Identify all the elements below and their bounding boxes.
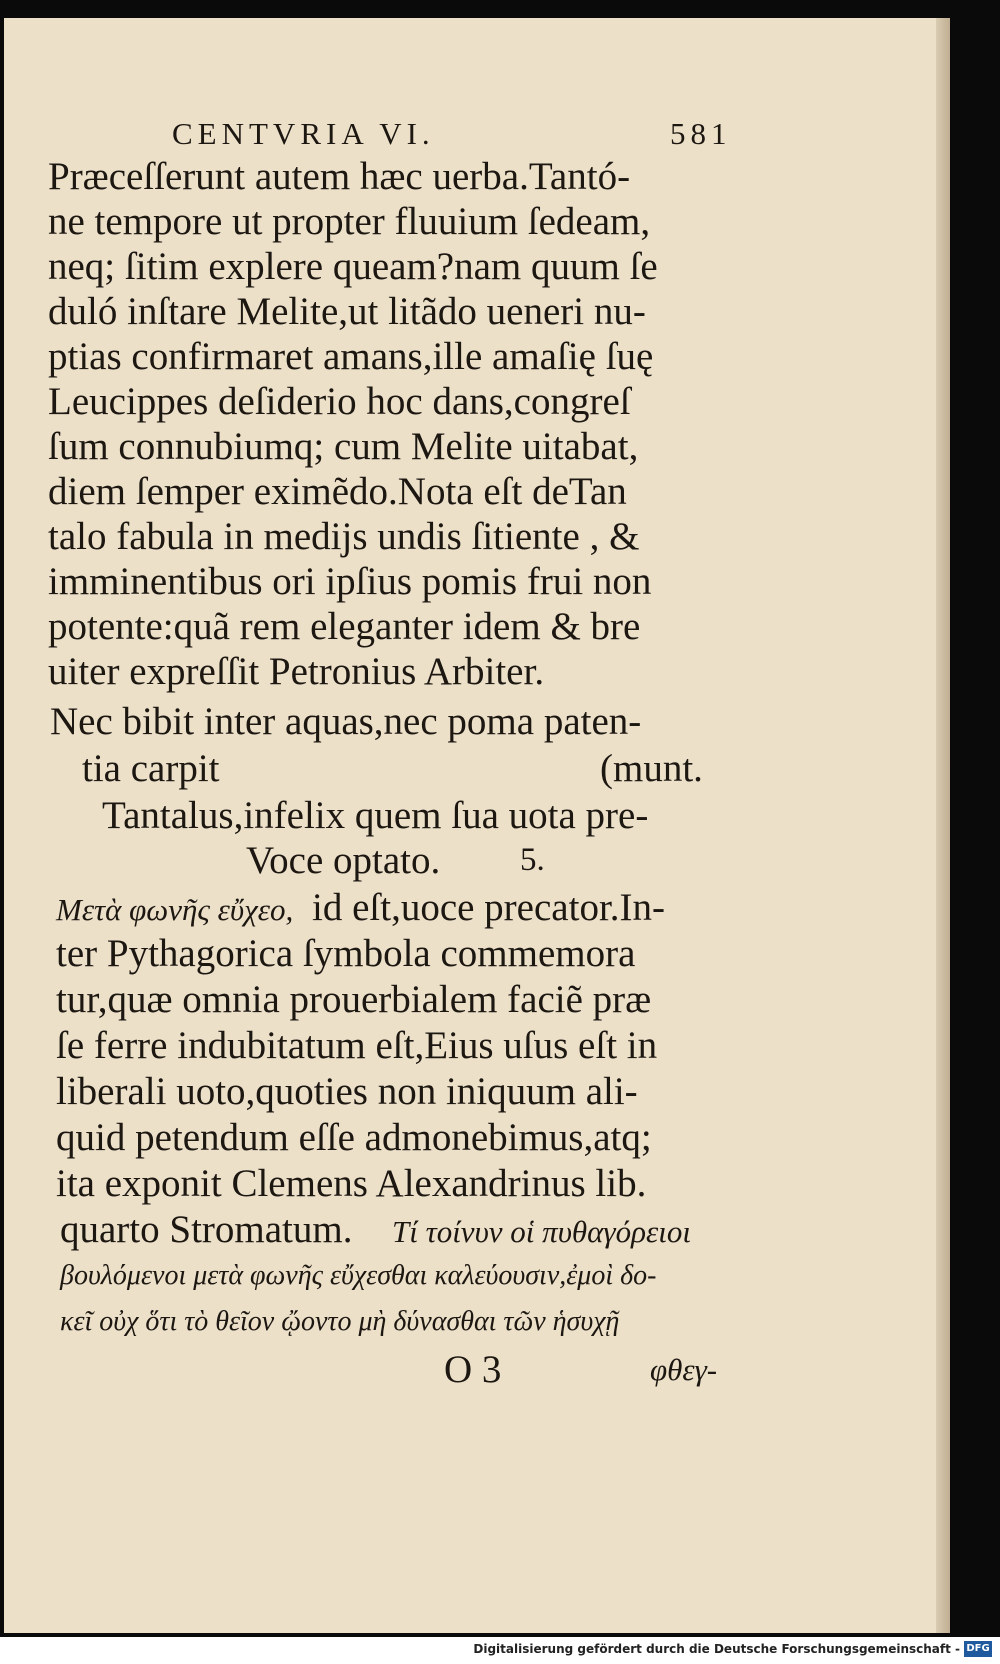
text-line: Leucippes deſiderio hoc dans,congreſ — [48, 380, 631, 423]
verse-line: Nec bibit inter aquas,nec poma paten- — [50, 700, 642, 743]
text-line: ita exponit Clemens Alexandrinus lib. — [56, 1162, 647, 1205]
greek-line: κεῖ οὐχ ὅτι τὸ θεῖον ᾤοντο μὴ δύνασθαι τῶν ἡσυχῇ — [60, 1306, 620, 1337]
footer-credit: Digitalisierung gefördert durch die Deutsche Forschungsgemeinschaft - — [473, 1642, 960, 1656]
greek-line: βουλόμενοι μετὰ φωνῆς εὔχεσθαι καλεύουσιν,ἐμοὶ δο- — [60, 1260, 657, 1291]
text-line: ne tempore ut propter fluuium ſedeam, — [48, 200, 651, 243]
text-line: liberali uoto,quoties non iniquum ali- — [56, 1070, 638, 1113]
text-line: potente:quã rem eleganter idem & bre — [48, 605, 641, 648]
dfg-logo-icon: DFG — [964, 1641, 992, 1657]
text-line: duló inſtare Melite,ut litãdo ueneri nu- — [48, 290, 646, 333]
text-line: tur,quæ omnia prouerbialem faciẽ præ — [56, 978, 652, 1021]
running-head: CENTVRIA VI. — [172, 116, 435, 151]
verse-line: Tantalus,infelix quem ſua uota pre- — [102, 794, 649, 837]
signature-mark: O 3 — [444, 1348, 502, 1391]
section-number: 5. — [520, 842, 545, 878]
text-line: id eſt,uoce precator.In- — [312, 886, 665, 929]
text-line: diem ſemper eximẽdo.Nota eſt deTan — [48, 470, 627, 513]
text-line: ter Pythagorica ſymbola commemora — [56, 932, 636, 975]
text-line: neq; ſitim explere queam?nam quum ſe — [48, 245, 658, 288]
text-line: ſum connubiumq; cum Melite uitabat, — [48, 425, 639, 468]
text-line: talo fabula in medijs undis ſitiente , & — [48, 515, 640, 558]
catchword: φθεγ- — [650, 1352, 718, 1387]
text-line: Præceſſerunt autem hæc uerba.Tantó- — [48, 155, 631, 198]
text-line: quarto Stromatum. — [60, 1208, 353, 1251]
text-line: quid petendum eſſe admonebimus,atq; — [56, 1116, 652, 1159]
footer-bar — [0, 1637, 1000, 1664]
verse-line-turnover: (munt. — [600, 747, 703, 790]
verse-line: tia carpit — [82, 747, 220, 790]
text-line: imminentibus ori ipſius pomis frui non — [48, 560, 652, 603]
text-line: ptias confirmaret amans,ille amaſię ſuę — [48, 335, 654, 378]
greek-phrase: Μετὰ φωνῆς εὔχεο, — [56, 892, 294, 927]
text-line: ſe ferre indubitatum eſt,Eius uſus eſt in — [56, 1024, 658, 1067]
section-heading: Voce optato. — [246, 839, 441, 882]
text-line: uiter expreſſit Petronius Arbiter. — [48, 650, 545, 693]
greek-line: Τί τοίνυν οἱ πυθαγόρειοι — [392, 1214, 691, 1249]
page-number: 581 — [670, 116, 732, 151]
